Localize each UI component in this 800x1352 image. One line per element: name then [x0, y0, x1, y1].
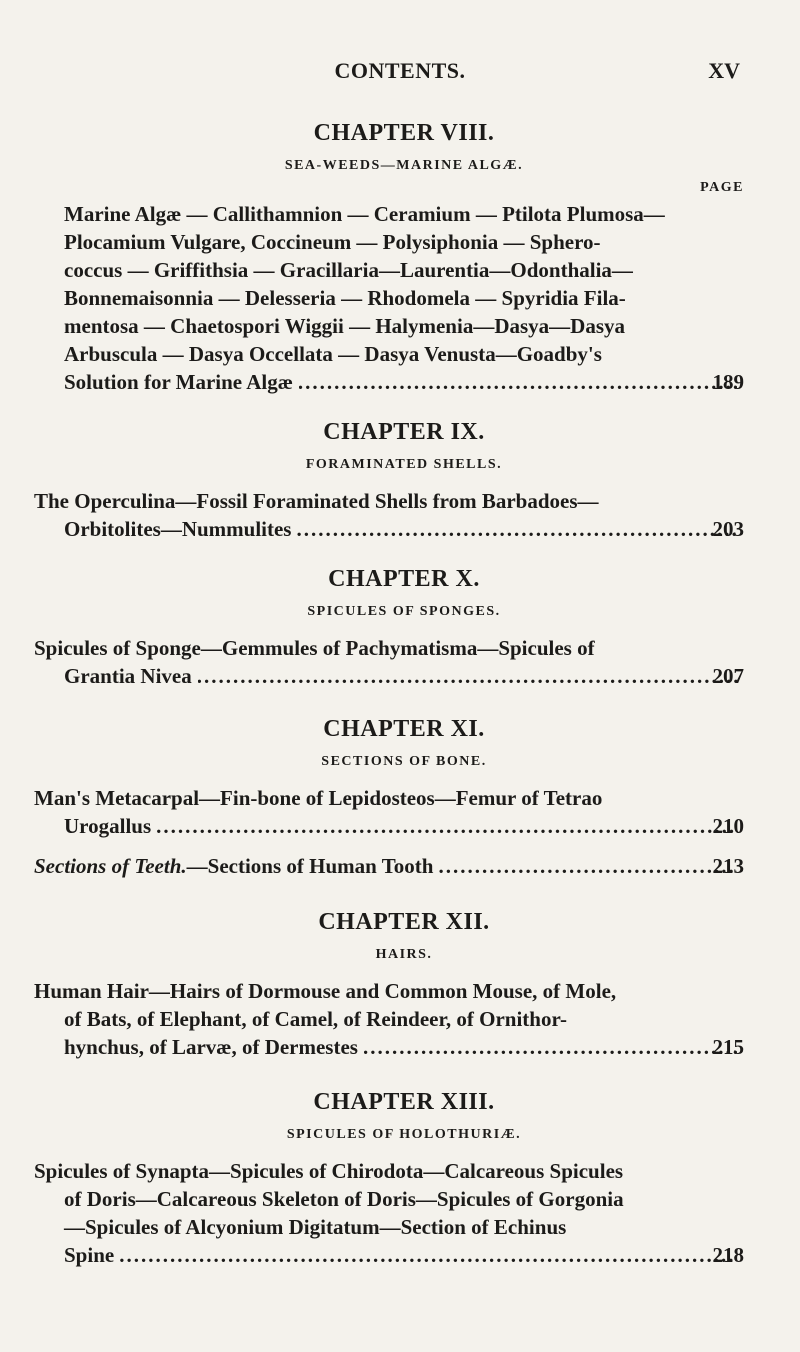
toc-entry [64, 200, 744, 396]
entry-last-line: Urogallus [64, 814, 152, 838]
running-title: CONTENTS. [334, 58, 466, 83]
dot-leader [157, 812, 736, 840]
entry-line: Human Hair—Hairs of Dormouse and Common Mouse, of Mole, [34, 979, 617, 1003]
entry-line: Arbuscula — Dasya Occellata — Dasya Venusta—Goadby's [64, 342, 602, 366]
entry-line: Bonnemaisonnia — Delesseria — Rhodomela — Spyridia Fila- [64, 286, 626, 310]
chapter-title: CHAPTER XIII. [313, 1089, 495, 1115]
toc-entry [34, 852, 744, 880]
chapter-subtitle: SECTIONS OF BONE. [321, 754, 487, 769]
entry-line: mentosa — Chaetospori Wiggii — Halymenia—Dasya—Dasya [64, 314, 625, 338]
entry-line: Plocamium Vulgare, Coccineum — Polysiphonia — Sphero- [64, 230, 601, 254]
chapter-subtitle: HAIRS. [375, 947, 433, 962]
page-column-label: PAGE [700, 180, 744, 195]
entry-last-line: Orbitolites—Nummulites [64, 517, 292, 541]
chapter-section [34, 1087, 744, 1269]
dot-leader [297, 515, 736, 543]
chapter-section [34, 907, 744, 1061]
chapter-subtitle: SPICULES OF SPONGES. [307, 604, 501, 619]
toc-entry [34, 487, 744, 543]
entry-last-line: Grantia Nivea [64, 664, 192, 688]
page-number: 203 [712, 517, 744, 541]
entry-line: Spicules of Synapta—Spicules of Chirodota—Calcareous Spicules [34, 1159, 624, 1183]
entry-line: The Operculina—Fossil Foraminated Shells from Barbadoes— [34, 489, 599, 513]
page-number: 218 [712, 1243, 744, 1267]
chapter-subtitle: SPICULES OF HOLOTHURIÆ. [286, 1127, 522, 1142]
toc-entry [34, 784, 744, 840]
page-number: 207 [712, 664, 744, 688]
entry-line: Spicules of Sponge—Gemmules of Pachymatisma—Spicules of [34, 636, 595, 660]
entry-line: of Doris—Calcareous Skeleton of Doris—Spicules of Gorgonia [64, 1187, 624, 1211]
entry-line: —Spicules of Alcyonium Digitatum—Section of Echinus [64, 1215, 567, 1239]
chapter-subtitle: SEA-WEEDS—MARINE ALGÆ. [284, 158, 524, 173]
entry-italic-lead: Sections of Teeth. [34, 854, 187, 878]
running-head [0, 58, 800, 88]
entry-line: of Bats, of Elephant, of Camel, of Reindeer, of Ornithor- [64, 1007, 567, 1031]
entry-last-line: Spine [64, 1243, 115, 1267]
entry-last-line: Solution for Marine Algæ [64, 370, 293, 394]
chapter-subtitle: FORAMINATED SHELLS. [305, 457, 503, 472]
dot-leader [299, 368, 737, 396]
page-number: 215 [712, 1035, 744, 1059]
entry-last-line: —Sections of Human Tooth [186, 854, 434, 878]
toc-entry [34, 1157, 744, 1269]
page-number: 213 [712, 854, 744, 878]
chapter-section [64, 118, 744, 396]
dot-leader [439, 852, 736, 880]
entry-last-line: hynchus, of Larvæ, of Dermestes [64, 1035, 358, 1059]
running-page-number: XV [708, 58, 740, 83]
chapter-title: CHAPTER XII. [318, 909, 490, 935]
dot-leader [364, 1033, 737, 1061]
dot-leader [120, 1241, 736, 1269]
dot-leader [198, 662, 737, 690]
chapter-section [34, 564, 744, 690]
chapter-title: CHAPTER XI. [323, 716, 485, 742]
chapter-section [34, 417, 744, 543]
page-number: 189 [712, 370, 744, 394]
entry-line: coccus — Griffithsia — Gracillaria—Laurentia—Odonthalia— [64, 258, 633, 282]
chapter-title: CHAPTER IX. [323, 419, 485, 445]
toc-entry [34, 977, 744, 1061]
toc-entry [34, 634, 744, 690]
chapter-title: CHAPTER X. [328, 566, 480, 592]
entry-line: Marine Algæ — Callithamnion — Ceramium — Ptilota Plumosa— [64, 202, 665, 226]
page-number: 210 [712, 814, 744, 838]
entry-line: Man's Metacarpal—Fin-bone of Lepidosteos—Femur of Tetrao [34, 786, 603, 810]
chapter-section [34, 714, 744, 880]
chapter-title: CHAPTER VIII. [313, 120, 495, 146]
